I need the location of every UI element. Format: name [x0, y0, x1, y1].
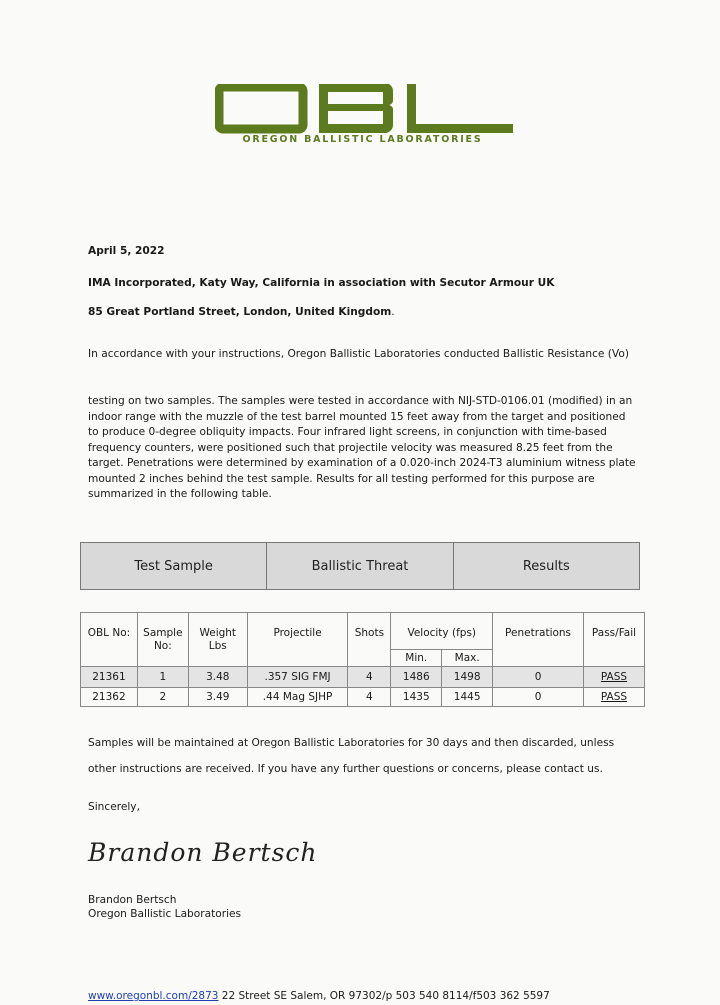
cell-projectile: .44 Mag SJHP [247, 688, 348, 707]
paragraph-2: testing on two samples. The samples were tested in accordance with NIJ-STD-0106.01 (modified) in an indoor range with the muzzle of the test barrel mounted 15 feet away from the target and positioned to produce 0-degree obliquity impacts. Four infrared light screens, in conjunction with time-based frequency counters, were positioned such that projectile velocity was measured 8.25 feet from the target. Penetrations were determined by examination of a 0.020-inch 2024-T3 aluminium witness plate mounted 2 inches behind the test sample. Results for all testing performed for this purpose are summarized in the following table. [88, 395, 636, 500]
recipient-line-2: 85 Great Portland Street, London, United Kingdom [88, 306, 392, 318]
results-table [80, 612, 645, 707]
cell-shots: 4 [348, 688, 391, 707]
recipient-line-2-wrap [88, 305, 636, 321]
cell-obl: 21361 [81, 667, 138, 688]
cell-vel-min: 1435 [391, 688, 442, 707]
cell-vel-min: 1486 [391, 667, 442, 688]
cell-projectile: .357 SIG FMJ [247, 667, 348, 688]
closing-line-1: Samples will be maintained at Oregon Ballistic Laboratories for 30 days and then discarded, unless [88, 737, 615, 749]
col-shots: Shots [348, 613, 391, 667]
cell-sample: 1 [137, 667, 188, 688]
col-velocity-min: Min. [391, 650, 442, 667]
header-ballistic-threat: Ballistic Threat [267, 543, 453, 590]
footer-link[interactable]: www.oregonbl.com/2873 [88, 990, 219, 1002]
sincerely: Sincerely, [88, 801, 140, 813]
footer-address: 22 Street SE Salem, OR 97302/p 503 540 8114/f503 362 5597 [218, 990, 550, 1002]
cell-vel-max: 1498 [442, 667, 493, 688]
cell-result: PASS [583, 688, 644, 707]
cell-obl: 21362 [81, 688, 138, 707]
cell-shots: 4 [348, 667, 391, 688]
col-obl-no: OBL No: [81, 613, 138, 667]
closing-line-2: other instructions are received. If you have any further questions or concerns, please contact us. [88, 763, 603, 775]
table-row [81, 667, 645, 688]
cell-weight: 3.49 [188, 688, 247, 707]
summary-header-table [80, 542, 640, 590]
cell-penetrations: 0 [493, 688, 584, 707]
col-velocity: Velocity (fps) [391, 613, 493, 650]
cell-vel-max: 1445 [442, 688, 493, 707]
footer [88, 990, 550, 1002]
logo-subtitle: OREGON BALLISTIC LABORATORIES [242, 134, 483, 145]
col-sample-no: Sample No: [137, 613, 188, 667]
col-velocity-max: Max. [442, 650, 493, 667]
recipient-line-1: IMA Incorporated, Katy Way, California in association with Secutor Armour UK [88, 277, 555, 289]
cell-penetrations: 0 [493, 667, 584, 688]
header-results: Results [453, 543, 639, 590]
col-projectile: Projectile [247, 613, 348, 667]
col-penetrations: Penetrations [493, 613, 584, 667]
header-test-sample: Test Sample [81, 543, 267, 590]
cell-result: PASS [583, 667, 644, 688]
col-pass-fail: Pass/Fail [583, 613, 644, 667]
table-row [81, 688, 645, 707]
cell-sample: 2 [137, 688, 188, 707]
col-weight: Weight Lbs [188, 613, 247, 667]
paragraph-1: In accordance with your instructions, Oregon Ballistic Laboratories conducted Ballistic Resistance (Vo) [88, 348, 629, 360]
signer-name: Brandon Bertsch [88, 894, 177, 906]
signature: Brandon Bertsch [88, 838, 318, 867]
letter-date: April 5, 2022 [88, 245, 165, 257]
recipient-line-2-punct: . [391, 306, 395, 318]
cell-weight: 3.48 [188, 667, 247, 688]
signer-org: Oregon Ballistic Laboratories [88, 908, 242, 920]
